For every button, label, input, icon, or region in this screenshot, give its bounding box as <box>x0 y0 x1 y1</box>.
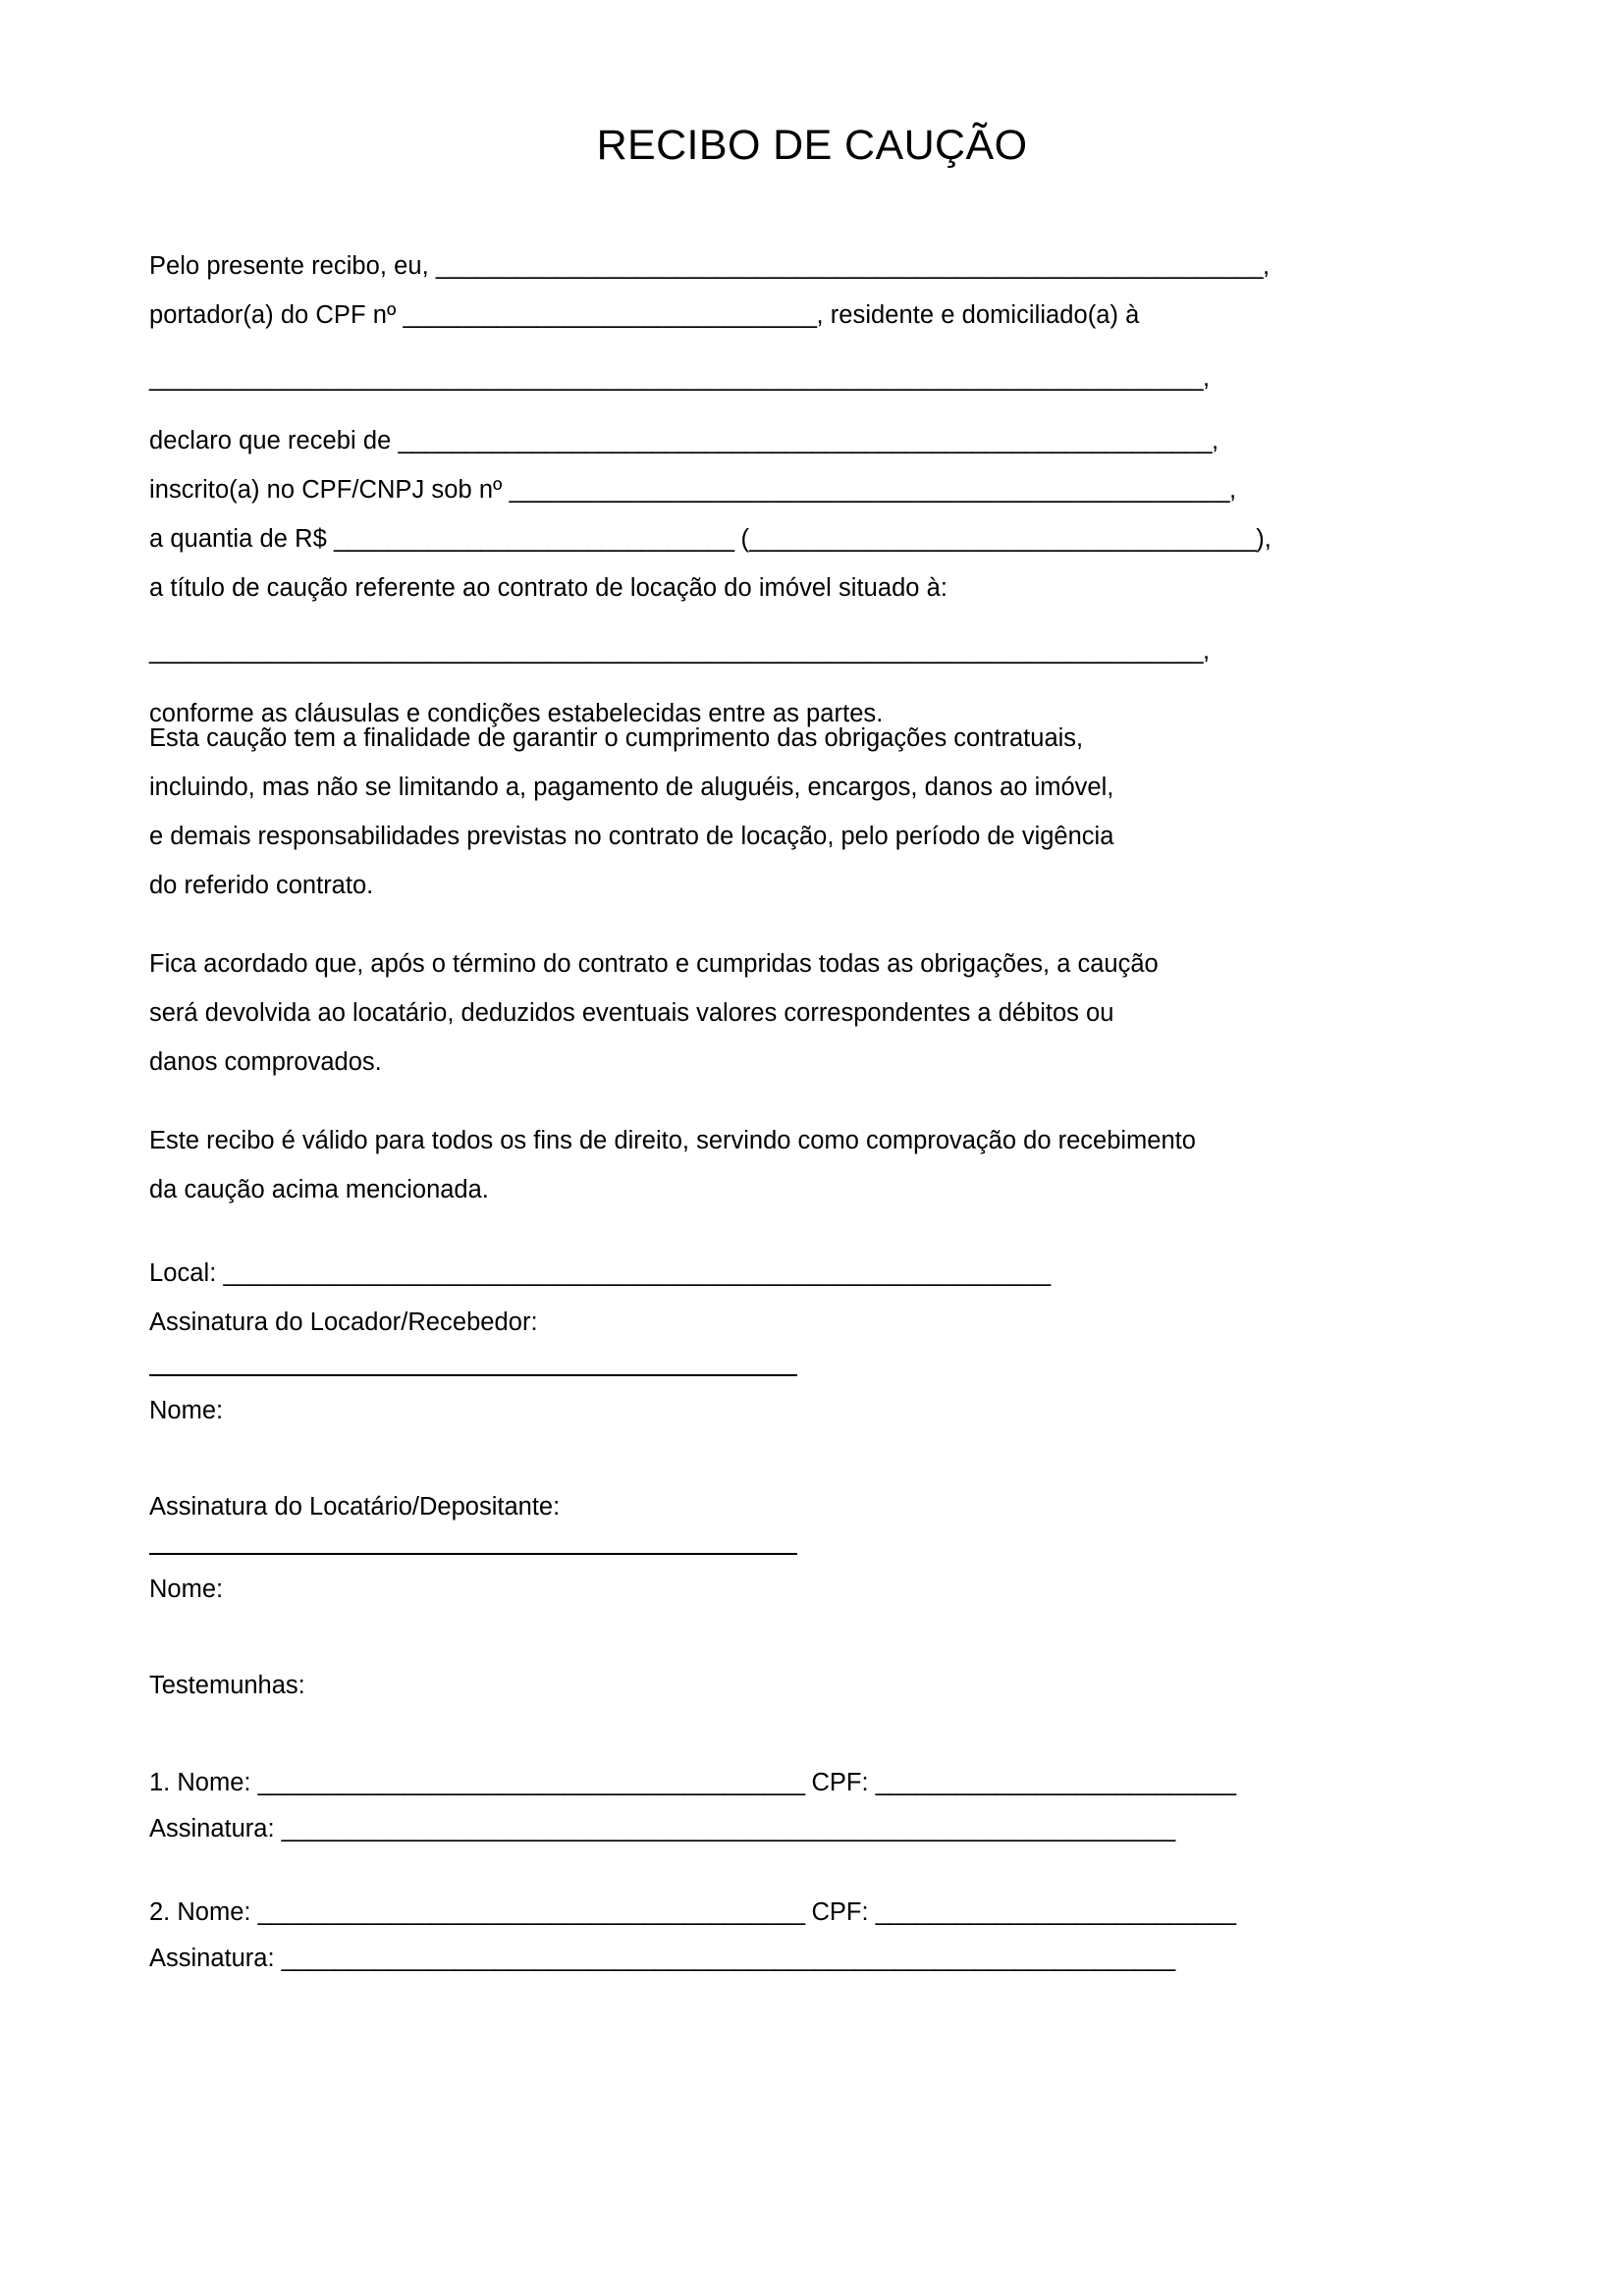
witness-2-nome-label: Nome: <box>170 1898 258 1926</box>
intro-line-3 <box>149 340 1485 416</box>
intro-line-2 <box>149 291 1485 340</box>
quantia-numero-blank[interactable]: ______________________________ <box>333 525 734 553</box>
witness-1-assinatura-blank[interactable]: ___________________________________________________________________ <box>281 1815 1175 1842</box>
intro-line-6 <box>149 514 1485 563</box>
intro-line-1 <box>149 241 1485 291</box>
witness-2-nome-row <box>149 1890 1235 1935</box>
witness-1-nome-label: Nome: <box>170 1769 258 1796</box>
local-blank[interactable]: ______________________________________________________________ <box>223 1259 1051 1287</box>
testemunhas-heading: Testemunhas: <box>149 1672 305 1699</box>
paragraph-line: Este recibo é válido para todos os fins de direito, servindo como comprovação do recebimento <box>149 1127 1196 1154</box>
witness-2-assinatura-label: Assinatura: <box>149 1945 282 1972</box>
paragraph-line: incluindo, mas não se limitando a, pagamento de aluguéis, encargos, danos ao imóvel, <box>149 774 1114 801</box>
recebi-de-blank[interactable]: _____________________________________________________________ <box>398 427 1212 454</box>
intro-line-5 <box>149 465 1485 514</box>
paragraph-devolucao <box>149 939 1485 1087</box>
intro-line-1-blank[interactable]: ______________________________________________________________ <box>435 252 1263 280</box>
paragraph-line: e demais responsabilidades previstas no contrato de locação, pelo período de vigência <box>149 823 1114 850</box>
quantia-extenso-blank[interactable]: ______________________________________ <box>749 525 1257 553</box>
witness-1-assinatura-label: Assinatura: <box>149 1815 282 1842</box>
paragraph-line: do referido contrato. <box>149 872 374 899</box>
cpf-label: portador(a) do CPF nº <box>149 301 404 329</box>
intro-line-7: a título de caução referente ao contrato de locação do imóvel situado à: <box>149 574 948 602</box>
witness-2-cpf-label: CPF: <box>804 1898 876 1926</box>
witness-2-index: 2. <box>149 1898 171 1926</box>
witness-1-index: 1. <box>149 1769 171 1796</box>
cpf-blank[interactable]: _______________________________ <box>403 301 817 329</box>
locatario-signature-rule[interactable] <box>149 1553 797 1555</box>
quantia-label: a quantia de R$ <box>149 525 334 553</box>
intro-line-8-suffix: , <box>1202 637 1211 665</box>
locador-nome-label: Nome: <box>149 1397 224 1424</box>
intro-line-1-suffix: , <box>1262 252 1271 280</box>
witness-1-nome-blank[interactable]: _________________________________________ <box>257 1769 805 1796</box>
page-title: RECIBO DE CAUÇÃO <box>596 121 1028 169</box>
intro-line-2-suffix: , residente e domiciliado(a) à <box>816 301 1140 329</box>
recebi-de-label: declaro que recebi de <box>149 427 399 454</box>
locatario-nome-label: Nome: <box>149 1575 224 1603</box>
intro-line-8 <box>149 613 1485 689</box>
witness-2-cpf-blank[interactable]: ___________________________ <box>875 1898 1236 1926</box>
witness-2-assinatura-blank[interactable]: ___________________________________________________________________ <box>281 1945 1175 1972</box>
intro-line-4-suffix: , <box>1211 427 1219 454</box>
witness-1-nome-row <box>149 1760 1235 1805</box>
cpf-cnpj-label: inscrito(a) no CPF/CNPJ sob nº <box>149 476 510 504</box>
witness-2-assinatura-row <box>149 1936 1175 1981</box>
witness-2-nome-blank[interactable]: _________________________________________ <box>257 1898 805 1926</box>
witness-1-cpf-blank[interactable]: ___________________________ <box>875 1769 1236 1796</box>
intro-line-9: conforme as cláusulas e condições estabelecidas entre as partes. <box>149 700 884 727</box>
intro-line-1-label: Pelo presente recibo, eu, <box>149 252 436 280</box>
local-line <box>149 1249 1485 1298</box>
witness-1-assinatura-row <box>149 1806 1175 1851</box>
cpf-cnpj-blank[interactable]: ______________________________________________________ <box>509 476 1229 504</box>
assinatura-locador-label: Assinatura do Locador/Recebedor: <box>149 1308 538 1336</box>
paragraph-line: danos comprovados. <box>149 1048 382 1076</box>
quantia-paren-close: ), <box>1256 525 1272 553</box>
imovel-endereco-blank[interactable]: _______________________________________________________________________________ <box>149 637 1203 665</box>
locador-signature-rule[interactable] <box>149 1374 797 1376</box>
paragraph-line: da caução acima mencionada. <box>149 1176 489 1203</box>
signature-block <box>149 1249 1485 1347</box>
intro-block <box>149 241 1485 738</box>
paragraph-finalidade <box>149 714 1485 910</box>
paragraph-validade <box>149 1116 1485 1214</box>
paragraph-line: Fica acordado que, após o término do contrato e cumpridas todas as obrigações, a caução <box>149 950 1159 978</box>
paragraph-line: Esta caução tem a finalidade de garantir o cumprimento das obrigações contratuais, <box>149 724 1084 752</box>
endereco-blank[interactable]: _______________________________________________________________________________ <box>149 364 1203 392</box>
quantia-paren-open: ( <box>733 525 750 553</box>
intro-line-4 <box>149 416 1485 465</box>
witness-1-cpf-label: CPF: <box>804 1769 876 1796</box>
local-label: Local: <box>149 1259 224 1287</box>
intro-line-5-suffix: , <box>1229 476 1237 504</box>
intro-line-3-suffix: , <box>1202 364 1211 392</box>
assinatura-locatario-label: Assinatura do Locatário/Depositante: <box>149 1493 561 1521</box>
paragraph-line: será devolvida ao locatário, deduzidos eventuais valores correspondentes a débitos ou <box>149 999 1114 1027</box>
